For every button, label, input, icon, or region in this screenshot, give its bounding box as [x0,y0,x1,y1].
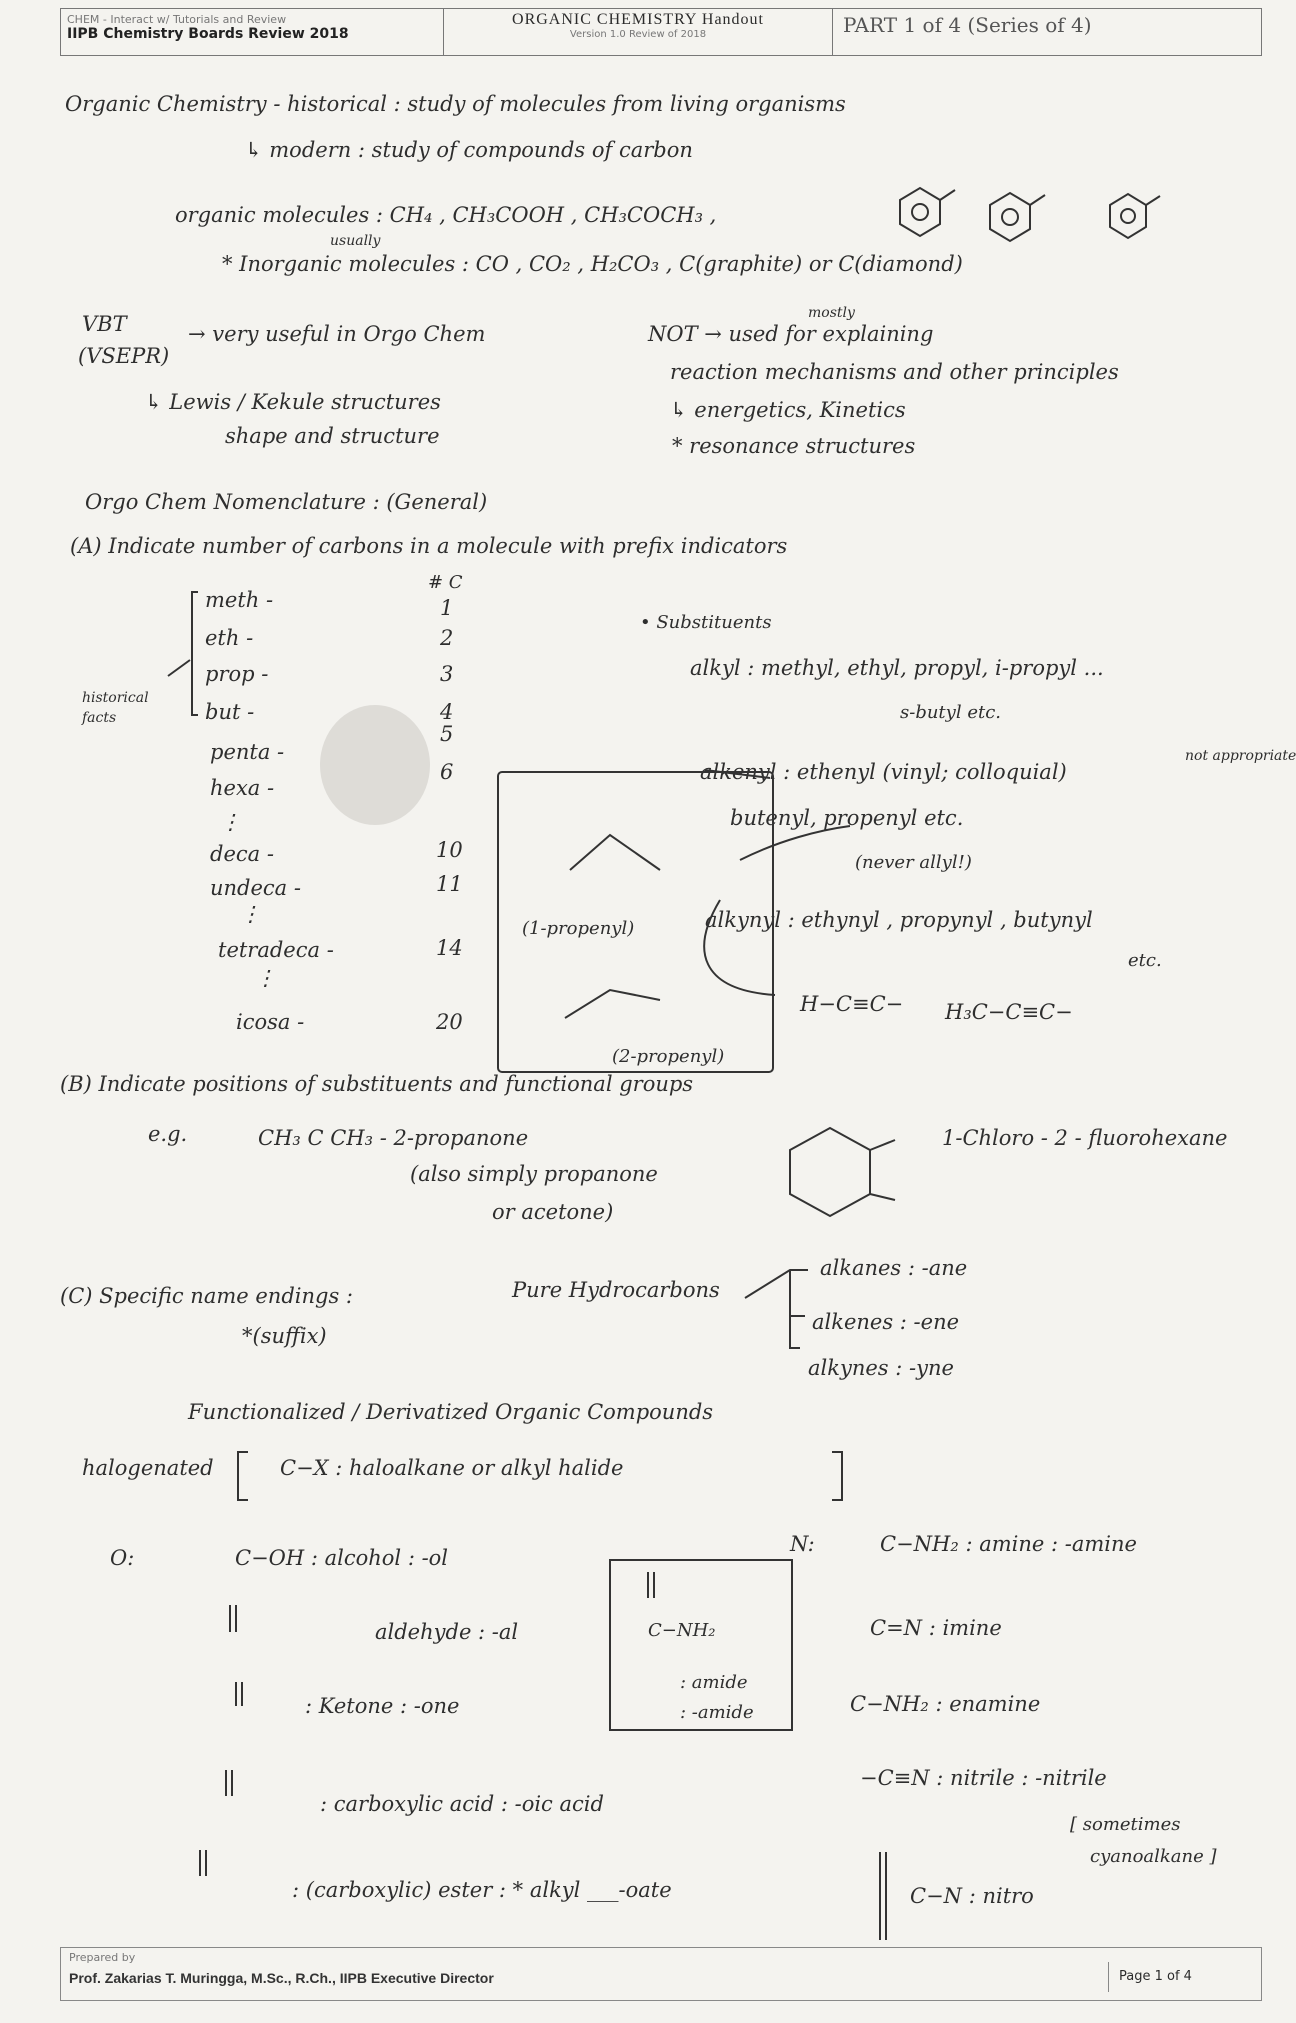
prefix-undeca: undeca - [210,876,301,900]
suffix-label: *(suffix) [242,1324,327,1348]
vsepr-label: (VSEPR) [78,344,170,368]
mostly-note: mostly [808,305,855,321]
ellipsis-3: ⋮ [255,966,276,990]
header-left-title: IIPB Chemistry Boards Review 2018 [67,26,349,42]
benzaldehyde-structure-icon [1110,194,1160,238]
lewis-kekule: ↳ Lewis / Kekule structures [145,390,441,414]
cyanoalkane-note: cyanoalkane ] [1090,1846,1217,1867]
prefix-meth: meth - [205,588,274,612]
oxygen-label: O: [110,1546,135,1570]
imine-line: C=N : imine [870,1616,1002,1640]
benzene-structure-icon [990,193,1045,241]
ester-line: : (carboxylic) ester : * alkyl ___-oate [292,1878,672,1902]
count-6: 6 [440,760,454,784]
amide-box-suffix: : -amide [680,1702,754,1723]
substituents-heading: • Substituents [640,612,772,633]
alcohol-line: C−OH : alcohol : -ol [235,1546,449,1570]
not-appropriate: not appropriate [1185,748,1296,764]
count-10: 10 [436,838,463,862]
historical-facts: historical facts [82,690,149,726]
or-acetone: or acetone) [492,1200,614,1224]
prefix-tetradeca: tetradeca - [218,938,334,962]
haloalkane-line: C−X : haloalkane or alkyl halide [280,1456,624,1480]
propanone-line: CH₃ C CH₃ - 2-propanone [258,1126,529,1150]
organic-molecules: organic molecules : CH₄ , CH₃COOH , CH₃COCH₃ , [175,203,717,227]
halogenated-label: halogenated [82,1456,214,1480]
amide-box-formula: C−NH₂ [648,1620,716,1641]
amine-line: C−NH₂ : amine : -amine [880,1532,1137,1556]
count-20: 20 [436,1010,463,1034]
reaction-mechanisms: reaction mechanisms and other principles [670,360,1119,384]
header-left-small: CHEM - Interact w/ Tutorials and Review [67,13,287,26]
section-a-label: (A) Indicate number of carbons in a molecule with prefix indicators [70,534,788,558]
prefix-bracket [192,592,198,715]
ethynyl-formula: H−C≡C− [800,992,904,1016]
count-1: 1 [440,596,454,620]
count-3: 3 [440,662,454,686]
section-c-label: (C) Specific name endings : [60,1284,353,1308]
ketone-line: : Ketone : -one [305,1694,460,1718]
nitrogen-label: N: [790,1532,815,1556]
prefix-penta: penta - [210,740,285,764]
alkynyl-line: alkynyl : ethynyl , propynyl , butynyl [705,908,1093,932]
inorganic-molecules: * Inorganic molecules : CO , CO₂ , H₂CO₃ , C(graphite) or C(diamond) [222,252,963,276]
chlorofluorohexane: 1-Chloro - 2 - fluorohexane [942,1126,1228,1150]
aldehyde-line: aldehyde : -al [375,1620,519,1644]
propynyl-formula: H₃C−C≡C− [945,1000,1073,1024]
nitro-line: C−N : nitro [910,1884,1034,1908]
def-historical: Organic Chemistry - historical : study of molecules from living organisms [65,92,846,116]
functionalized-heading: Functionalized / Derivatized Organic Compounds [188,1400,714,1424]
smudge-mark [320,705,430,825]
bracket-arrow [168,660,190,676]
prepared-by-label: Prepared by [69,1951,136,1964]
prefix-eth: eth - [205,626,254,650]
ellipsis-1: ⋮ [220,810,241,834]
butenyl-line: butenyl, propenyl etc. [730,806,964,830]
usually-note: usually [330,233,381,249]
cyclohexane-structure-icon [790,1128,870,1216]
eg-label: e.g. [148,1122,188,1146]
pure-hydrocarbons: Pure Hydrocarbons [512,1278,720,1302]
one-propenyl: (1-propenyl) [522,918,635,939]
count-2: 2 [440,626,454,650]
prefix-icosa: icosa - [236,1010,305,1034]
amide-box-name: : amide [680,1672,748,1693]
count-11: 11 [436,872,463,896]
shape-structure: shape and structure [225,424,440,448]
header-center-sub: Version 1.0 Review of 2018 [569,29,707,40]
def-modern: ↳ modern : study of compounds of carbon [245,138,693,162]
author-name: Prof. Zakarias T. Muringga, M.Sc., R.Ch., IIPB Executive Director [69,1970,494,1986]
count-4: 4 [440,700,454,724]
alkynes-line: alkynes : -yne [808,1356,954,1380]
header-center-title: ORGANIC CHEMISTRY Handout [512,11,764,28]
two-propenyl: (2-propenyl) [612,1046,725,1067]
num-carbons-header: # C [428,572,463,593]
never-allyl: (never allyl!) [855,852,972,873]
also-simply: (also simply propanone [410,1162,658,1186]
ellipsis-2: ⋮ [240,902,261,926]
amide-box [610,1560,792,1730]
resonance: * resonance structures [672,434,916,458]
energetics: ↳ energetics, Kinetics [670,398,906,422]
alkynyl-etc: etc. [1128,950,1162,971]
prefix-prop: prop - [205,662,269,686]
enamine-line: C−NH₂ : enamine [850,1692,1041,1716]
vbt-label: VBT [82,312,127,336]
nomenclature-heading: Orgo Chem Nomenclature : (General) [85,490,488,514]
phenol-structure-icon [900,188,955,236]
propenyl-box [498,772,773,1072]
carboxylic-line: : carboxylic acid : -oic acid [320,1792,604,1816]
header-right-note: PART 1 of 4 (Series of 4) [843,13,1092,37]
vbt-useful: → very useful in Orgo Chem [188,322,486,346]
nitrile-line: −C≡N : nitrile : -nitrile [860,1766,1107,1790]
prefix-but: but - [205,700,255,724]
prefix-hexa: hexa - [210,776,275,800]
alkyl-line: alkyl : methyl, ethyl, propyl, i-propyl ... [690,656,1104,680]
sometimes-note: [ sometimes [1070,1814,1181,1835]
handout-footer [60,1947,1262,2001]
section-b-label: (B) Indicate positions of substituents and functional groups [60,1072,694,1096]
not-used: NOT → used for explaining [648,322,934,346]
count-5: 5 [440,722,454,746]
sbutyl: s-butyl etc. [900,702,1002,723]
prefix-deca: deca - [210,842,274,866]
alkanes-line: alkanes : -ane [820,1256,968,1280]
alkenes-line: alkenes : -ene [812,1310,960,1334]
alkenyl-line: alkenyl : ethenyl (vinyl; colloquial) [700,760,1067,784]
count-14: 14 [436,936,463,960]
page-number: Page 1 of 4 [1108,1962,1249,1992]
